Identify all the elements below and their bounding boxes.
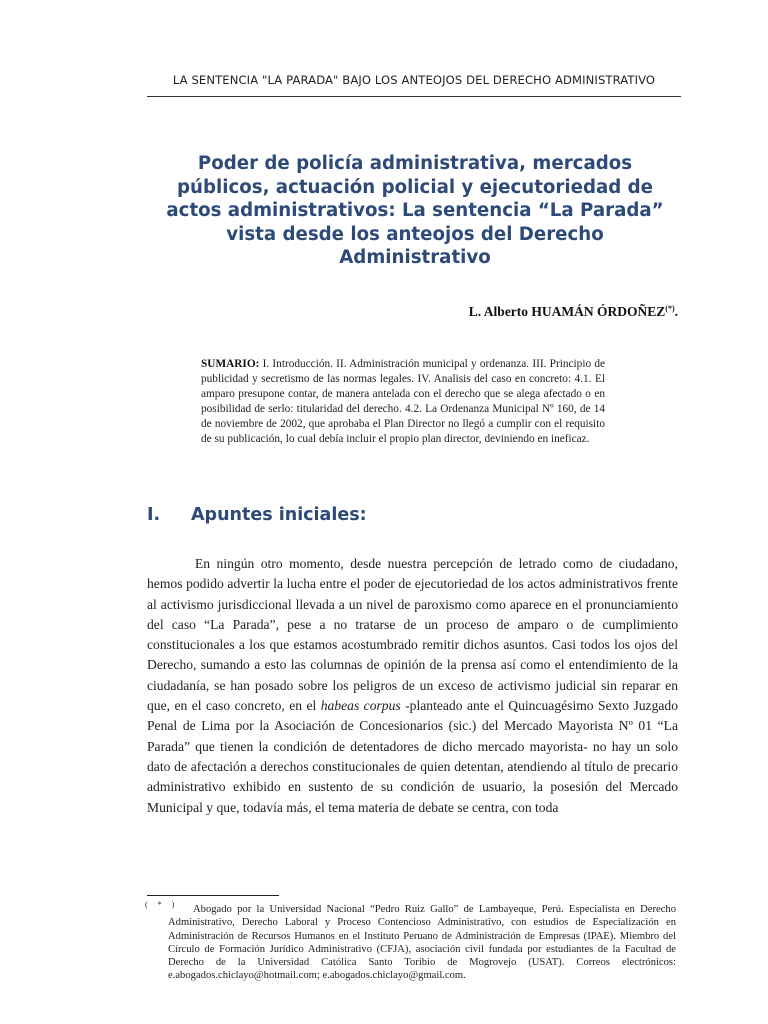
footnote-divider (147, 895, 279, 896)
footnote-marker: (*) (145, 900, 185, 909)
author-trailing-period: . (674, 304, 678, 319)
summary-block (201, 357, 605, 448)
footnote-text: Abogado por la Universidad Nacional “Pedro Ruiz Gallo” de Lambayeque, Perú. Especialista en Derecho Administrativo, Derecho Laboral y Proceso Contencioso Administrativo, con estudios de Especialización en Administración de Recursos Humanos en el Instituto Peruano de Administración de Empresas (IPAE). Miembro del Círculo de Formación Jurídico Administrativo (CFJA), asociación civil fundada por estudiantes de la Facultad de Derecho de la Universidad Católica Santo Toribio de Mogrovejo (USAT). Correos electrónicos: e.abogados.chiclayo@hotmail.com; e.abogados.chiclayo@gmail.com. (168, 904, 676, 982)
author-name: L. Alberto HUAMÁN ÓRDOÑEZ (468, 304, 666, 319)
body-italic-term: habeas corpus (320, 698, 401, 714)
author-line (469, 304, 678, 320)
summary-text: I. Introducción. II. Administración municipal y ordenanza. III. Principio de publicidad y secretismo de las normas legales. IV. Analisis del caso en concreto: 4.1. El amparo presupone contar, de manera antelada con el derecho que se alega afectado o en posibilidad de serlo: titularidad del derecho. 4.2. La Ordenanza Municipal Nº 160, de 14 de noviembre de 2002, que aprobaba el Plan Director no llegó a cumplir con el requisito de su publicación, lo cual debía incluir el propio plan director, deviniendo en ineficaz. (201, 358, 605, 446)
running-header: LA SENTENCIA "LA PARADA" BAJO LOS ANTEOJOS DEL DERECHO ADMINISTRATIVO (172, 73, 656, 87)
summary-label: SUMARIO: (201, 358, 260, 370)
body-text-part2: -planteado ante el Quincuagésimo Sexto Juzgado Penal de Lima por la Asociación de Concesionarios (sic.) del Mercado Mayorista Nº 01 “La Parada” que tienen la condición de detentadores de dicho mercado mayorista- no hay un solo dato de afectación a derechos constitucionales de quien detentan, atendiendo al título de precario administrativo exhibido en sustento de su condición de usuario, la posesión del Mercado Municipal y que, todavía más, el tema materia de debate se centra, con toda (147, 698, 678, 815)
body-paragraph (147, 554, 678, 818)
author-footnote-ref[interactable]: (*) (665, 304, 675, 313)
section-number: I. (147, 505, 161, 525)
header-divider (147, 96, 681, 97)
article-title: Poder de policía administrativa, mercados públicos, actuación policial y ejecutoriedad de actos administrativos: La sentencia “La Parada” vista desde los anteojos del Derecho Administrativo (166, 153, 664, 268)
body-text-part1: En ningún otro momento, desde nuestra percepción de letrado como de ciudadano, hemos podido advertir la lucha entre el poder de ejecutoriedad de los actos administrativos frente al activismo jurisdiccional llevada a un nivel de paroxismo como aparece en el pronunciamiento del caso “La Parada”, pese a no tratarse de un proceso de amparo o de cumplimiento constitucionales a los que estamos acostumbrado remitir dichos asuntos. Casi todos los ojos del Derecho, sumando a esto las columnas de opinión de la prensa así como el entendimiento de la ciudadanía, se han posado sobre los peligros de un exceso de activismo judicial sin reparar en que, en el caso concreto, en el (147, 556, 678, 714)
section-title: Apuntes iniciales: (191, 505, 367, 525)
section-heading (147, 505, 367, 525)
